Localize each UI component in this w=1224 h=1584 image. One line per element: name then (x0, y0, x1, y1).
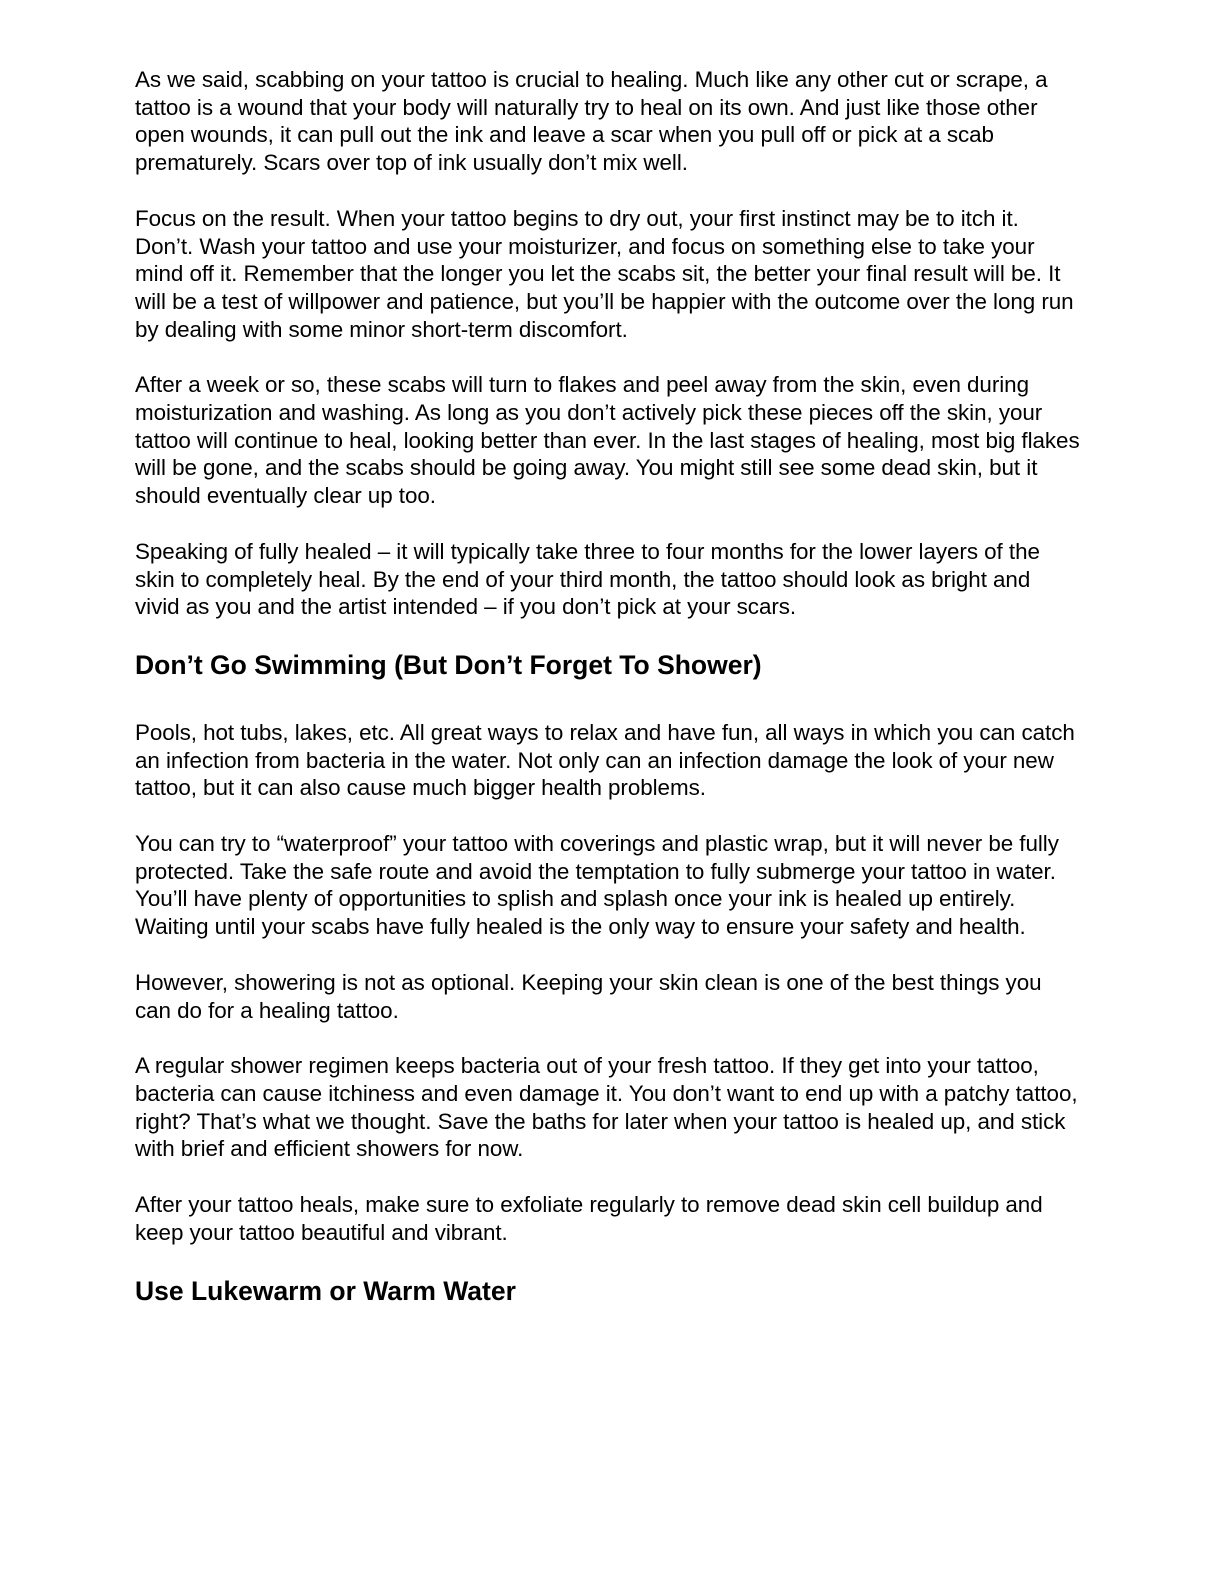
paragraph-waterproof: You can try to “waterproof” your tattoo with coverings and plastic wrap, but it will never be fully protected. Take the safe route and avoid the temptation to fully submerge your tattoo in water. You’ll have plenty of opportunities to splish and splash once your ink is healed up entirely. Waiting until your scabs have fully healed is the only way to ensure your safety and health. (135, 831, 1059, 940)
paragraph-focus-on-result: Focus on the result. When your tattoo begins to dry out, your first instinct may be to itch it. Don’t. Wash your tattoo and use your moisturizer, and focus on something else to take your mind off it. Remember that the longer you let the scabs sit, the better your final result will be. It will be a test of willpower and patience, but you’ll be happier with the outcome over the long run by dealing with some minor short-term discomfort. (135, 205, 1074, 342)
heading-lukewarm-water: Use Lukewarm or Warm Water (135, 1275, 516, 1306)
paragraph-exfoliate: After your tattoo heals, make sure to exfoliate regularly to remove dead skin cell buildup and keep your tattoo beautiful and vibrant. (135, 1192, 1043, 1245)
paragraph-scabbing-crucial: As we said, scabbing on your tattoo is crucial to healing. Much like any other cut or scrape, a tattoo is a wound that your body will naturally try to heal on its own. And just like those other open wounds, it can pull out the ink and leave a scar when you pull off or pick at a scab prematurely. Scars over top of ink usually don’t mix well. (135, 67, 1048, 176)
document-page (135, 66, 1080, 1345)
paragraph-pools-hot-tubs: Pools, hot tubs, lakes, etc. All great ways to relax and have fun, all ways in which you can catch an infection from bacteria in the water. Not only can an infection damage the look of your new tattoo, but it can also cause much bigger health problems. (135, 719, 1075, 801)
paragraph-showering-not-optional: However, showering is not as optional. Keeping your skin clean is one of the best things you can do for a healing tattoo. (135, 969, 1042, 1023)
paragraph-flakes-peel: After a week or so, these scabs will turn to flakes and peel away from the skin, even during moisturization and washing. As long as you don’t actively pick these pieces off the skin, your tattoo will continue to heal, looking better than ever. In the last stages of healing, most big flakes will be gone, and the scabs should be going away. You might still see some dead skin, but it should eventually clear up too. (135, 372, 1080, 509)
paragraph-shower-regimen: A regular shower regimen keeps bacteria out of your fresh tattoo. If they get into your tattoo, bacteria can cause itchiness and even damage it. You don’t want to end up with a patchy tattoo, right? That’s what we thought. Save the baths for later when your tattoo is healed up, and stick with brief and efficient showers for now. (135, 1053, 1078, 1162)
paragraph-fully-healed: Speaking of fully healed – it will typically take three to four months for the lower layers of the skin to completely heal. By the end of your third month, the tattoo should look as bright and vivid as you and the artist intended – if you don’t pick at your scars. (135, 538, 1040, 620)
heading-dont-go-swimming: Don’t Go Swimming (But Don’t Forget To Shower) (135, 649, 762, 680)
